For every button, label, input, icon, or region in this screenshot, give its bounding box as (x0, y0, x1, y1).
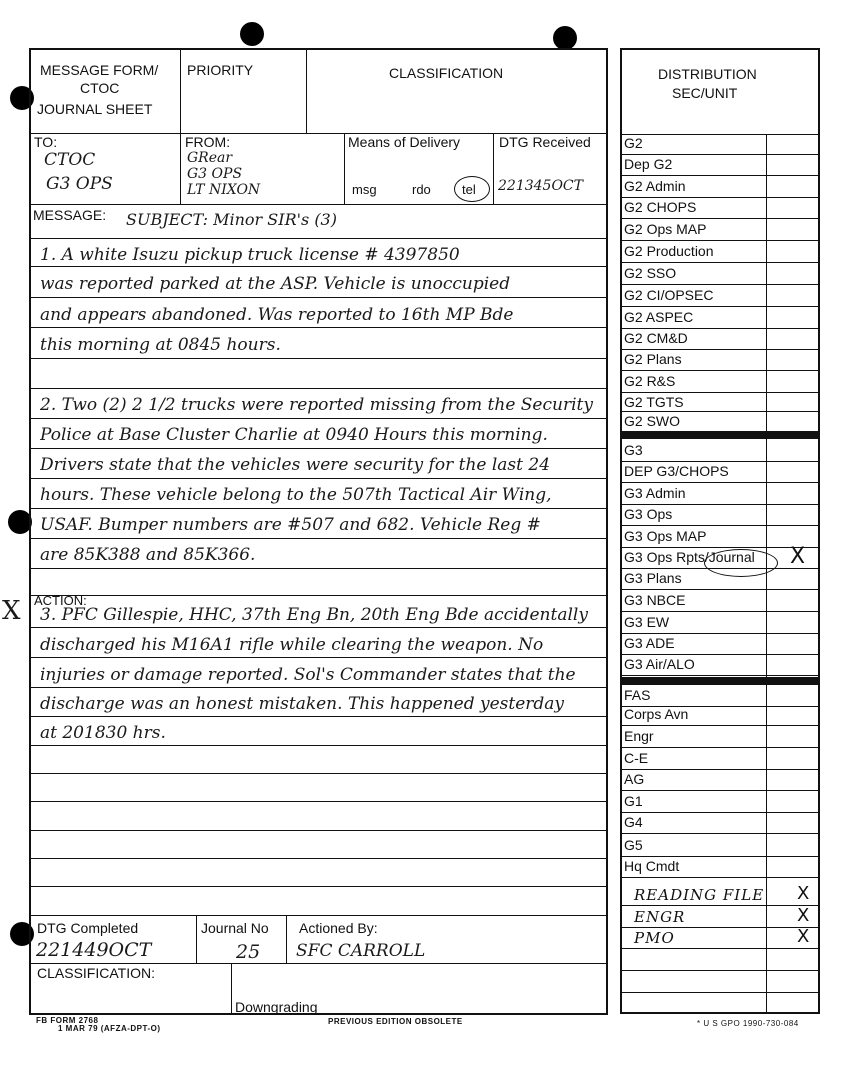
distribution-row-label: G2 CHOPS (624, 199, 697, 215)
distribution-row (622, 613, 818, 634)
ruled-line (30, 266, 607, 267)
distribution-row (622, 857, 818, 878)
distribution-row-checkmark: X (797, 905, 810, 926)
punch-hole-top-right (553, 26, 577, 50)
message-line-1: 1. A white Isuzu pickup truck license # 4397850 (40, 245, 460, 265)
distribution-row (622, 591, 818, 612)
means-option-msg: msg (352, 182, 377, 197)
distribution-row (622, 836, 818, 857)
distribution-row (622, 686, 818, 707)
distribution-row-label: G3 (624, 442, 643, 458)
distribution-row-label: G3 Ops Rpts/Journal (624, 549, 755, 565)
ruled-line (30, 745, 607, 746)
form-date: 1 MAR 79 (AFZA-DPT-O) (58, 1024, 161, 1033)
ruled-line (30, 568, 607, 569)
distribution-row (622, 350, 818, 371)
divider (180, 133, 181, 204)
distribution-row-label: READING FILE (634, 886, 765, 904)
divider (196, 915, 197, 963)
distribution-row (622, 134, 818, 155)
ruled-line (30, 801, 607, 802)
ruled-line (30, 508, 607, 509)
message-line-8: Drivers state that the vehicles were security for the last 24 (40, 455, 551, 475)
message-line-11: are 85K388 and 85K366. (40, 545, 256, 565)
means-option-rdo: rdo (412, 182, 431, 197)
distribution-row-label: G3 Ops MAP (624, 528, 707, 544)
distribution-row (622, 727, 818, 748)
edition-note: PREVIOUS EDITION OBSOLETE (328, 1017, 463, 1026)
distribution-row-label: G2 SSO (624, 265, 677, 281)
distribution-row-checkmark: X (790, 544, 806, 569)
ruled-line (30, 538, 607, 539)
ruled-line (30, 627, 607, 628)
distribution-row-label: Engr (624, 728, 654, 744)
distribution-row (622, 372, 818, 393)
dtg-received-label: DTG Received (499, 134, 591, 150)
distribution-row (622, 242, 818, 263)
tel-circle-mark (454, 176, 490, 202)
ruled-line (30, 858, 607, 859)
from-value-line-3: LT NIXON (187, 182, 261, 198)
means-of-delivery-label: Means of Delivery (348, 134, 461, 150)
distribution-row (622, 885, 818, 906)
ruled-line (30, 595, 607, 596)
distribution-row (622, 462, 818, 483)
distribution-separator-g3 (622, 677, 818, 685)
distribution-row (622, 749, 818, 770)
distribution-row-label: G2 (624, 135, 643, 151)
distribution-row (622, 264, 818, 285)
distribution-row-label: C-E (624, 750, 649, 766)
message-line-6: 2. Two (2) 2 1/2 trucks were reported missing from the Security (40, 395, 593, 415)
distribution-row (622, 527, 818, 548)
ruled-line (30, 773, 607, 774)
message-line-7: Police at Base Cluster Charlie at 0940 Hours this morning. (40, 425, 548, 445)
distribution-row (622, 308, 818, 329)
divider (180, 49, 181, 133)
ruled-line (30, 358, 607, 359)
distribution-row (622, 286, 818, 307)
distribution-row (622, 907, 818, 928)
distribution-row-label: G1 (624, 793, 643, 809)
distribution-row-label: DEP G3/CHOPS (624, 463, 729, 479)
ruled-line (30, 448, 607, 449)
classification-footer-label: CLASSIFICATION: (37, 965, 155, 981)
divider (493, 133, 494, 204)
actioned-by-value: SFC CARROLL (296, 941, 426, 961)
ruled-line (30, 687, 607, 688)
journal-circle-mark (704, 549, 778, 577)
distribution-row-label: G2 Plans (624, 351, 682, 367)
distribution-row (622, 655, 818, 676)
distribution-row-checkmark: X (797, 883, 810, 904)
distribution-row-label: FAS (624, 687, 651, 703)
distribution-row-label: G3 ADE (624, 635, 675, 651)
divider (30, 204, 607, 205)
divider (306, 49, 307, 133)
means-option-tel: tel (462, 182, 476, 197)
classification-label: CLASSIFICATION (389, 65, 504, 81)
distribution-row (622, 813, 818, 834)
dtg-completed-value: 221449OCT (36, 939, 152, 961)
message-line-4: this morning at 0845 hours. (40, 335, 281, 355)
message-label: MESSAGE: (33, 207, 107, 223)
divider (344, 133, 345, 204)
action-line-1: 3. PFC Gillespie, HHC, 37th Eng Bn, 20th Eng Bde accidentally (40, 605, 588, 625)
ruled-line (30, 830, 607, 831)
distribution-row-label: G3 Plans (624, 570, 682, 586)
action-label: ACTION: (34, 593, 87, 608)
form-number: FB FORM 2768 (36, 1016, 99, 1025)
distribution-row-label: PMO (634, 929, 675, 947)
action-line-4: discharge was an honest mistaken. This happened yesterday (40, 694, 565, 714)
distribution-row-label: Dep G2 (624, 156, 673, 172)
distribution-row-label: G5 (624, 837, 643, 853)
distribution-row (622, 177, 818, 198)
distribution-row (622, 441, 818, 462)
distribution-row (622, 505, 818, 526)
distribution-row-label: G3 EW (624, 614, 670, 630)
distribution-row-label: G3 Air/ALO (624, 656, 695, 672)
distribution-title-line-1: DISTRIBUTION (658, 66, 757, 82)
distribution-row (622, 950, 818, 971)
distribution-row-label: G2 Admin (624, 178, 686, 194)
form-title-line-2: CTOC (80, 80, 120, 96)
distribution-row (622, 792, 818, 813)
distribution-row-label: G2 Production (624, 243, 714, 259)
ruled-line (30, 238, 607, 239)
ruled-line (30, 886, 607, 887)
action-line-2: discharged his M16A1 rifle while clearing the weapon. No (40, 635, 544, 655)
action-side-mark: X (2, 596, 21, 626)
punch-hole-top-left (240, 22, 264, 46)
distribution-row (622, 928, 818, 949)
message-line-2: was reported parked at the ASP. Vehicle is unoccupied (40, 274, 511, 294)
distribution-row (622, 634, 818, 655)
journal-no-label: Journal No (201, 920, 269, 936)
form-title-line-1: MESSAGE FORM/ (40, 62, 159, 78)
distribution-row-label: G2 CI/OPSEC (624, 287, 714, 303)
message-subject: SUBJECT: Minor SIR's (3) (126, 210, 337, 229)
distribution-row (622, 412, 818, 433)
distribution-row (622, 198, 818, 219)
distribution-row-label: G3 NBCE (624, 592, 686, 608)
distribution-row-label: Hq Cmdt (624, 858, 680, 874)
journal-no-value: 25 (236, 941, 261, 963)
distribution-row (622, 329, 818, 350)
message-line-10: USAF. Bumper numbers are #507 and 682. Vehicle Reg # (40, 515, 541, 535)
distribution-row (622, 484, 818, 505)
dtg-completed-label: DTG Completed (37, 920, 139, 936)
message-line-9: hours. These vehicle belong to the 507th Tactical Air Wing, (40, 485, 552, 505)
action-line-5: at 201830 hrs. (40, 723, 166, 743)
downgrading-label: Downgrading (235, 999, 318, 1015)
distribution-row (622, 705, 818, 726)
ruled-line (30, 418, 607, 419)
distribution-row-label: G2 Ops MAP (624, 221, 707, 237)
priority-label: PRIORITY (187, 62, 254, 78)
divider (30, 963, 607, 964)
distribution-row-label: Corps Avn (624, 706, 689, 722)
distribution-title-line-2: SEC/UNIT (672, 85, 738, 101)
distribution-row-label: G2 R&S (624, 373, 676, 389)
from-label: FROM: (185, 134, 231, 150)
to-value-line-1: CTOC (44, 150, 96, 170)
distribution-separator-g2 (622, 431, 818, 439)
distribution-row (622, 220, 818, 241)
printer-note: * U S GPO 1990-730-084 (697, 1019, 799, 1028)
distribution-row-label: G2 TGTS (624, 394, 684, 410)
dtg-received-value: 221345OCT (498, 178, 583, 194)
ruled-line (30, 388, 607, 389)
distribution-row-label: G2 CM&D (624, 330, 688, 346)
actioned-by-label: Actioned By: (299, 920, 378, 936)
distribution-row-label: G3 Admin (624, 485, 686, 501)
distribution-row-label: G4 (624, 814, 643, 830)
from-value-line-1: GRear (187, 150, 233, 166)
ruled-line (30, 297, 607, 298)
distribution-row-label: AG (624, 771, 645, 787)
to-value-line-2: G3 OPS (46, 174, 113, 194)
ruled-line (30, 915, 607, 916)
distribution-row (622, 393, 818, 412)
divider (286, 915, 287, 963)
ruled-line (30, 478, 607, 479)
distribution-row-label: G2 ASPEC (624, 309, 694, 325)
divider (231, 963, 232, 1014)
distribution-row (622, 993, 818, 1014)
distribution-row-checkmark: X (797, 926, 810, 947)
distribution-row-label: ENGR (634, 908, 686, 926)
distribution-row-label: G3 Ops (624, 506, 673, 522)
distribution-row-label: G2 SWO (624, 413, 681, 429)
from-value-line-2: G3 OPS (187, 166, 243, 182)
ruled-line (30, 657, 607, 658)
action-line-3: injuries or damage reported. Sol's Commander states that the (40, 665, 576, 685)
to-label: TO: (34, 134, 58, 150)
form-title-line-3: JOURNAL SHEET (37, 101, 153, 117)
distribution-row (622, 972, 818, 993)
ruled-line (30, 327, 607, 328)
distribution-row (622, 155, 818, 176)
message-line-3: and appears abandoned. Was reported to 16th MP Bde (40, 305, 514, 325)
distribution-row (622, 770, 818, 791)
ruled-line (30, 716, 607, 717)
